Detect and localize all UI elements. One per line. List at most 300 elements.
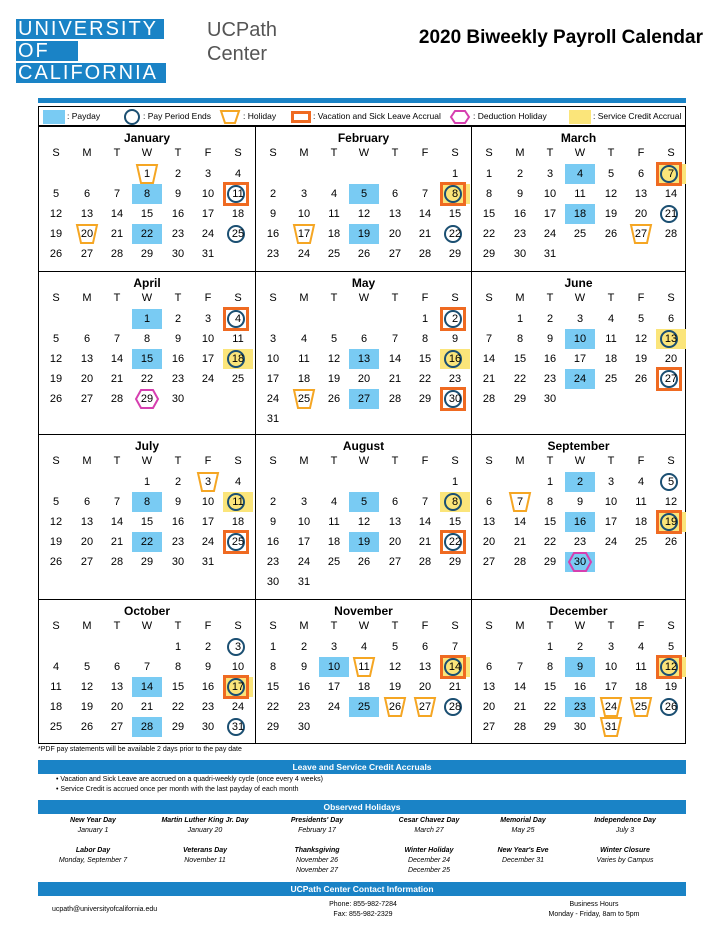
calendar-day: 23 xyxy=(297,701,311,713)
contact-header: UCPath Center Contact Information xyxy=(38,882,686,896)
calendar-day: 7 xyxy=(113,188,121,200)
calendar-day: 17 xyxy=(201,516,215,528)
weekday-header: S xyxy=(667,620,675,632)
calendar-day: 4 xyxy=(607,313,615,325)
contact-email[interactable]: ucpath@universityofcalifornia.edu xyxy=(52,906,158,913)
calendar-day: 19 xyxy=(388,681,402,693)
holiday-date: November 11 xyxy=(184,857,226,864)
calendar-day: 29 xyxy=(543,556,557,568)
calendar-day: 26 xyxy=(49,556,63,568)
holiday-date: January 1 xyxy=(77,827,109,834)
calendar-day: 24 xyxy=(596,697,626,717)
legend-deduction-holiday: : Deduction Holiday xyxy=(449,107,547,125)
weekday-header: S xyxy=(52,455,60,467)
weekday-header: F xyxy=(637,620,645,632)
calendar-day: 18 xyxy=(231,208,245,220)
calendar-day: 29 xyxy=(418,393,432,405)
calendar-day: 24 xyxy=(231,701,245,713)
calendar-day: 27 xyxy=(110,721,124,733)
calendar-day: 3 xyxy=(204,168,212,180)
calendar-day: 20 xyxy=(482,536,496,548)
calendar-day: 20 xyxy=(482,701,496,713)
calendar-day: 9 xyxy=(269,516,277,528)
calendar-day: 4 xyxy=(223,309,253,329)
calendar-day: 25 xyxy=(49,721,63,733)
calendar-day: 6 xyxy=(391,496,399,508)
calendar-day: 18 xyxy=(565,204,595,224)
calendar-day: 14 xyxy=(388,353,402,365)
month-may xyxy=(256,272,472,435)
calendar-day: 19 xyxy=(49,536,63,548)
calendar-day: 16 xyxy=(543,353,557,365)
calendar-day: 28 xyxy=(132,717,162,737)
calendar-day: 31 xyxy=(543,248,557,260)
weekday-header: T xyxy=(113,455,121,467)
calendar-day: 23 xyxy=(565,697,595,717)
calendar-day: 11 xyxy=(574,188,586,200)
calendar-day: 2 xyxy=(565,472,595,492)
calendar-day: 26 xyxy=(656,697,686,717)
calendar-day: 27 xyxy=(626,224,656,244)
calendar-day: 27 xyxy=(80,393,94,405)
calendar-day: 10 xyxy=(201,333,215,345)
calendar-day: 17 xyxy=(543,208,557,220)
calendar-day: 5 xyxy=(607,168,615,180)
calendar-day: 27 xyxy=(410,697,440,717)
month-name: February xyxy=(337,131,390,145)
calendar-day: 22 xyxy=(440,532,470,552)
month-name: June xyxy=(564,276,593,290)
calendar-day: 22 xyxy=(132,532,162,552)
calendar-day: 30 xyxy=(171,248,185,260)
holiday-entry xyxy=(262,846,372,876)
weekday-header: W xyxy=(358,455,370,467)
calendar-day: 12 xyxy=(49,516,63,528)
calendar-day: 13 xyxy=(80,353,94,365)
payday-swatch-icon xyxy=(43,110,65,124)
month-name: January xyxy=(123,131,171,145)
calendar-day: 2 xyxy=(174,168,182,180)
calendar-day: 20 xyxy=(357,373,371,385)
calendar-day: 10 xyxy=(266,353,280,365)
calendar-day: 30 xyxy=(201,721,215,733)
calendar-day: 19 xyxy=(49,228,63,240)
calendar-day: 20 xyxy=(72,224,102,244)
calendar-day: 27 xyxy=(388,556,402,568)
calendar-day: 30 xyxy=(573,721,587,733)
holiday-date: May 25 xyxy=(511,827,535,834)
legend xyxy=(38,106,686,126)
calendar-day: 23 xyxy=(573,536,587,548)
calendar-day: 1 xyxy=(546,641,554,653)
calendar-day: 8 xyxy=(440,492,470,512)
calendar-day: 29 xyxy=(513,393,527,405)
weekday-header: T xyxy=(607,147,615,159)
calendar-day: 10 xyxy=(297,208,311,220)
calendar-day: 8 xyxy=(485,188,493,200)
calendar-day: 13 xyxy=(634,188,648,200)
weekday-header: S xyxy=(234,620,242,632)
calendar-day: 25 xyxy=(604,373,618,385)
month-june xyxy=(472,272,685,435)
calendar-day: 14 xyxy=(418,208,432,220)
weekday-header: W xyxy=(574,292,586,304)
calendar-day: 23 xyxy=(201,701,215,713)
calendar-day: 1 xyxy=(174,641,182,653)
weekday-header: F xyxy=(204,147,212,159)
calendar-day: 19 xyxy=(327,373,341,385)
calendar-day: 9 xyxy=(174,496,182,508)
calendar-day: 18 xyxy=(49,701,63,713)
calendar-day: 26 xyxy=(380,697,410,717)
top-divider xyxy=(38,98,686,103)
calendar-day: 12 xyxy=(664,496,678,508)
legend-accrual: : Vacation and Sick Leave Accrual xyxy=(291,107,441,125)
calendar-day: 26 xyxy=(604,228,618,240)
calendar-day: 5 xyxy=(330,333,338,345)
weekday-header: W xyxy=(141,620,153,632)
holiday-name: Winter Holiday xyxy=(404,847,454,854)
calendar-day: 15 xyxy=(543,681,557,693)
calendar-day: 6 xyxy=(485,661,493,673)
square-icon xyxy=(291,111,311,123)
weekday-header: S xyxy=(485,620,493,632)
accrual-notes xyxy=(56,775,323,795)
calendar-day: 21 xyxy=(656,204,686,224)
calendar-day: 15 xyxy=(266,681,280,693)
calendar-day: 23 xyxy=(543,373,557,385)
weekday-header: W xyxy=(358,147,370,159)
month-december xyxy=(472,600,685,743)
calendar-day: 16 xyxy=(513,208,527,220)
calendar-day: 13 xyxy=(80,208,94,220)
legend-service-credit: : Service Credit Accrual xyxy=(569,107,681,125)
calendar-day: 1 xyxy=(516,313,524,325)
calendar-day: 23 xyxy=(171,536,185,548)
weekday-header: T xyxy=(391,455,399,467)
weekday-header: S xyxy=(269,147,277,159)
month-august xyxy=(256,435,472,600)
weekday-header: S xyxy=(485,455,493,467)
calendar-day: 7 xyxy=(113,496,121,508)
calendar-day: 5 xyxy=(349,492,379,512)
calendar-day: 17 xyxy=(297,536,311,548)
calendar-day: 27 xyxy=(388,248,402,260)
calendar-day: 6 xyxy=(421,641,429,653)
calendar-day: 12 xyxy=(80,681,94,693)
weekday-header: T xyxy=(330,292,338,304)
calendar-day: 7 xyxy=(143,661,151,673)
holiday-date: March 27 xyxy=(414,827,444,834)
calendar-day: 17 xyxy=(573,353,587,365)
calendar-day: 3 xyxy=(607,641,615,653)
calendar-day: 14 xyxy=(482,353,496,365)
calendar-day: 9 xyxy=(269,208,277,220)
calendar-day: 19 xyxy=(634,353,648,365)
holiday-date: Varies by Campus xyxy=(596,857,654,864)
legend-pay-period-ends: : Pay Period Ends xyxy=(123,107,211,125)
holiday-name: Veterans Day xyxy=(182,847,228,854)
month-name: July xyxy=(134,439,159,453)
calendar-day: 15 xyxy=(140,516,154,528)
month-name: November xyxy=(334,604,393,618)
weekday-header: F xyxy=(421,292,429,304)
calendar-day: 22 xyxy=(543,701,557,713)
holiday-date: November 27 xyxy=(295,867,339,874)
calendar-day: 23 xyxy=(448,373,462,385)
calendar-day: 26 xyxy=(49,393,63,405)
holiday-entry xyxy=(570,846,680,866)
calendar-day: 22 xyxy=(418,373,432,385)
weekday-header: F xyxy=(204,620,212,632)
calendar-day: 17 xyxy=(201,208,215,220)
calendar-day: 19 xyxy=(49,373,63,385)
weekday-header: S xyxy=(667,147,675,159)
weekday-header: S xyxy=(269,292,277,304)
logo-line: UNIVERSITY xyxy=(16,19,164,39)
calendar-day: 10 xyxy=(604,661,618,673)
weekday-header: M xyxy=(299,147,309,159)
weekday-header: W xyxy=(358,292,370,304)
calendar-day: 1 xyxy=(485,168,493,180)
calendar-day: 18 xyxy=(297,373,311,385)
holiday-date: December 31 xyxy=(501,857,545,864)
calendar-day: 12 xyxy=(388,661,402,673)
calendar-day: 17 xyxy=(201,353,215,365)
weekday-header: S xyxy=(451,455,459,467)
weekday-header: T xyxy=(607,455,615,467)
calendar-day: 31 xyxy=(223,717,253,737)
month-name: May xyxy=(351,276,376,290)
calendar-day: 18 xyxy=(223,349,253,369)
holiday-entry xyxy=(38,846,148,866)
calendar-day: 3 xyxy=(204,313,212,325)
hours-label: Business Hours xyxy=(569,901,619,908)
weekday-header: W xyxy=(574,147,586,159)
weekday-header: S xyxy=(52,147,60,159)
holiday-date: December 24 xyxy=(407,857,451,864)
logo-line: CALIFORNIA xyxy=(16,63,166,83)
calendar-day: 31 xyxy=(297,576,311,588)
weekday-header: S xyxy=(52,292,60,304)
calendar-day: 1 xyxy=(421,313,429,325)
calendar-day: 28 xyxy=(110,556,124,568)
legend-holiday: : Holiday xyxy=(219,107,276,125)
weekday-header: F xyxy=(204,292,212,304)
calendar-day: 5 xyxy=(52,496,60,508)
calendar-day: 24 xyxy=(297,556,311,568)
calendar-day: 4 xyxy=(52,661,60,673)
center-name: UCPath Center xyxy=(207,19,278,65)
weekday-header: W xyxy=(141,292,153,304)
calendar-day: 31 xyxy=(596,717,626,737)
calendar-day: 13 xyxy=(388,516,402,528)
calendar-day: 22 xyxy=(171,701,185,713)
calendar-day: 14 xyxy=(440,657,470,677)
calendar-day: 21 xyxy=(418,536,432,548)
weekday-header: W xyxy=(574,620,586,632)
calendar-day: 29 xyxy=(448,556,462,568)
weekday-header: S xyxy=(667,292,675,304)
holiday-entry xyxy=(468,846,578,866)
calendar-day: 27 xyxy=(656,369,686,389)
calendar-day: 31 xyxy=(201,248,215,260)
weekday-header: F xyxy=(637,455,645,467)
calendar-day: 16 xyxy=(171,516,185,528)
calendar-day: 30 xyxy=(171,556,185,568)
calendar-day: 7 xyxy=(505,492,535,512)
weekday-header: S xyxy=(485,292,493,304)
calendar-day: 29 xyxy=(171,721,185,733)
calendar-day: 2 xyxy=(516,168,524,180)
calendar-day: 28 xyxy=(513,556,527,568)
weekday-header: S xyxy=(234,147,242,159)
weekday-header: F xyxy=(637,292,645,304)
weekday-header: T xyxy=(546,147,554,159)
month-name: September xyxy=(547,439,610,453)
weekday-header: W xyxy=(358,620,370,632)
calendar-day: 26 xyxy=(49,248,63,260)
calendar-day: 15 xyxy=(418,353,432,365)
month-name: March xyxy=(560,131,597,145)
calendar-day: 30 xyxy=(565,552,595,572)
calendar-day: 4 xyxy=(300,333,308,345)
calendar-day: 22 xyxy=(132,224,162,244)
calendar-day: 29 xyxy=(132,389,162,409)
calendar-day: 18 xyxy=(327,536,341,548)
calendar-day: 12 xyxy=(357,208,371,220)
calendar-day: 12 xyxy=(656,657,686,677)
calendar-day: 15 xyxy=(448,208,462,220)
calendar-day: 10 xyxy=(319,657,349,677)
calendar-day: 27 xyxy=(482,556,496,568)
weekday-header: M xyxy=(515,147,525,159)
weekday-header: T xyxy=(546,620,554,632)
calendar-day: 18 xyxy=(634,516,648,528)
calendar-day: 17 xyxy=(604,681,618,693)
calendar-day: 5 xyxy=(349,184,379,204)
calendar-day: 4 xyxy=(234,168,242,180)
calendar-day: 9 xyxy=(174,333,182,345)
calendar-day: 24 xyxy=(543,228,557,240)
contact-fax: Fax: 855-982-2329 xyxy=(333,911,393,918)
weekday-header: S xyxy=(269,620,277,632)
weekday-header: T xyxy=(546,292,554,304)
weekday-header: S xyxy=(52,620,60,632)
calendar-day: 3 xyxy=(269,333,277,345)
trapezoid-icon xyxy=(219,109,241,125)
weekday-header: T xyxy=(113,147,121,159)
calendar-day: 7 xyxy=(451,641,459,653)
footnote: *PDF pay statements will be available 2 days prior to the pay date xyxy=(38,746,242,753)
calendar-day: 20 xyxy=(388,228,402,240)
weekday-header: T xyxy=(174,292,182,304)
calendar-day: 4 xyxy=(565,164,595,184)
calendar-day: 20 xyxy=(110,701,124,713)
weekday-header: T xyxy=(391,147,399,159)
calendar-day: 20 xyxy=(634,208,648,220)
month-january xyxy=(39,127,256,272)
calendar-day: 12 xyxy=(49,208,63,220)
calendar-day: 23 xyxy=(171,373,185,385)
calendar-day: 11 xyxy=(635,661,647,673)
calendar-day: 24 xyxy=(565,369,595,389)
calendar-day: 15 xyxy=(140,208,154,220)
calendar-day: 1 xyxy=(451,168,459,180)
calendar-day: 18 xyxy=(357,681,371,693)
month-april xyxy=(39,272,256,435)
calendar-day: 8 xyxy=(546,496,554,508)
weekday-header: F xyxy=(204,455,212,467)
calendar-day: 15 xyxy=(513,353,527,365)
calendar-day: 9 xyxy=(516,188,524,200)
calendar-day: 30 xyxy=(543,393,557,405)
calendar-day: 26 xyxy=(634,373,648,385)
calendar-day: 3 xyxy=(223,637,253,657)
calendar-day: 23 xyxy=(266,248,280,260)
calendar-day: 25 xyxy=(573,228,587,240)
hours-value: Monday - Friday, 8am to 5pm xyxy=(548,911,640,918)
holiday-name: Independence Day xyxy=(594,817,656,824)
calendar-day: 5 xyxy=(667,641,675,653)
weekday-header: M xyxy=(82,620,92,632)
calendar-day: 3 xyxy=(546,168,554,180)
calendar-day: 21 xyxy=(448,681,462,693)
calendar-day: 30 xyxy=(297,721,311,733)
calendar-day: 25 xyxy=(327,248,341,260)
calendar-day: 17 xyxy=(289,224,319,244)
calendar-day: 31 xyxy=(201,556,215,568)
calendar-day: 27 xyxy=(349,389,379,409)
weekday-header: S xyxy=(451,292,459,304)
calendar-day: 8 xyxy=(546,661,554,673)
calendar-day: 8 xyxy=(516,333,524,345)
calendar-day: 9 xyxy=(300,661,308,673)
page-title: 2020 Biweekly Payroll Calendar xyxy=(418,27,703,48)
calendar-day: 28 xyxy=(110,248,124,260)
calendar-day: 16 xyxy=(201,681,215,693)
calendar-day: 8 xyxy=(421,333,429,345)
weekday-header: M xyxy=(515,620,525,632)
calendar-day: 6 xyxy=(83,333,91,345)
calendar-day: 22 xyxy=(266,701,280,713)
calendar-day: 29 xyxy=(448,248,462,260)
calendar-day: 25 xyxy=(349,697,379,717)
calendar-day: 15 xyxy=(132,349,162,369)
calendar-day: 6 xyxy=(83,188,91,200)
calendar-day: 6 xyxy=(391,188,399,200)
calendar-day: 6 xyxy=(113,661,121,673)
holiday-entry xyxy=(570,816,680,836)
calendar-day: 21 xyxy=(110,228,124,240)
calendar-day: 13 xyxy=(482,516,496,528)
calendar-day: 24 xyxy=(201,373,215,385)
hexagon-icon xyxy=(449,109,471,125)
calendar-day: 17 xyxy=(266,373,280,385)
calendar-day: 20 xyxy=(80,373,94,385)
calendar-day: 26 xyxy=(80,721,94,733)
calendar-day: 7 xyxy=(485,333,493,345)
calendar-day: 8 xyxy=(269,661,277,673)
weekday-header: T xyxy=(174,455,182,467)
calendar-day: 16 xyxy=(171,353,185,365)
calendar-day: 12 xyxy=(634,333,648,345)
calendar-day: 11 xyxy=(223,492,253,512)
calendar-day: 7 xyxy=(656,164,686,184)
holiday-name: Winter Closure xyxy=(600,847,650,854)
calendar-day: 18 xyxy=(231,516,245,528)
calendar-day: 21 xyxy=(513,536,527,548)
